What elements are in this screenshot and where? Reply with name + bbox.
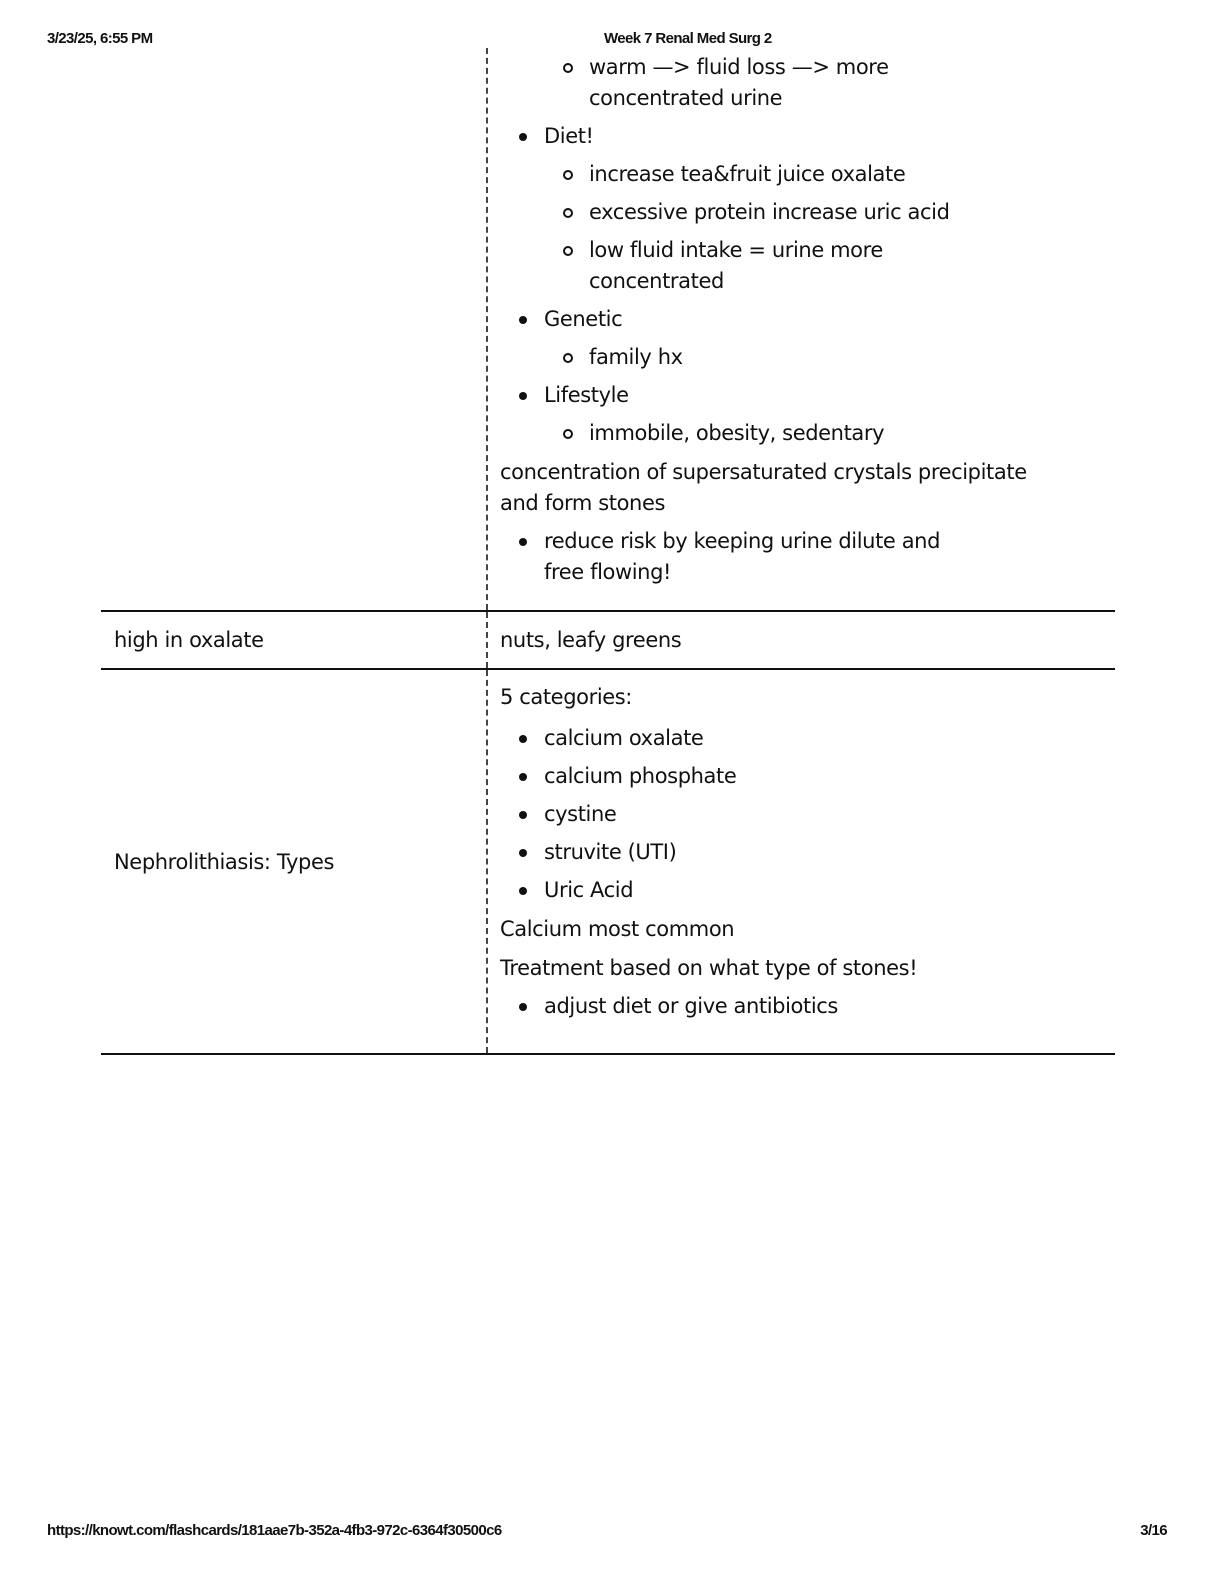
flashcard-row bbox=[101, 610, 1115, 668]
definition-cell bbox=[488, 612, 1115, 668]
print-header bbox=[0, 30, 1224, 50]
sub-list bbox=[500, 418, 1115, 449]
flashcard-table bbox=[101, 48, 1115, 1055]
bullet-item bbox=[500, 380, 1115, 449]
definition-cell bbox=[488, 48, 1115, 610]
continued-sublist bbox=[500, 52, 1115, 114]
definition-note: Calcium most common bbox=[500, 917, 735, 941]
bullet-item bbox=[500, 304, 1115, 373]
bullet-item bbox=[500, 121, 1115, 297]
term-text: Nephrolithiasis: Types bbox=[114, 849, 335, 874]
bullet-label: Lifestyle bbox=[544, 383, 629, 407]
bullet-item: struvite (UTI) bbox=[500, 837, 1115, 868]
sub-bullet: immobile, obesity, sedentary bbox=[500, 418, 1115, 449]
print-title: Week 7 Renal Med Surg 2 bbox=[604, 30, 772, 47]
flashcard-row bbox=[101, 48, 1115, 610]
bullet-item: Uric Acid bbox=[500, 875, 1115, 906]
definition-cell bbox=[488, 670, 1115, 1053]
sub-bullet: low fluid intake = urine more concentrated bbox=[500, 235, 889, 297]
sub-bullet: increase tea&fruit juice oxalate bbox=[500, 159, 1115, 190]
bullet-item: reduce risk by keeping urine dilute and free flowing! bbox=[500, 526, 984, 588]
print-url: https://knowt.com/flashcards/181aae7b-352a-4fb3-972c-6364f30500c6 bbox=[47, 1522, 502, 1539]
print-timestamp: 3/23/25, 6:55 PM bbox=[47, 30, 153, 47]
bullet-item: calcium phosphate bbox=[500, 761, 1115, 792]
print-page-number: 3/16 bbox=[1140, 1522, 1167, 1539]
term-cell bbox=[101, 48, 488, 610]
bullet-item: adjust diet or give antibiotics bbox=[500, 991, 1115, 1022]
sub-list bbox=[500, 342, 1115, 373]
term-text: high in oxalate bbox=[114, 628, 264, 652]
definition-intro: 5 categories: bbox=[500, 685, 632, 709]
bullet-label: Genetic bbox=[544, 307, 623, 331]
bullet-list bbox=[500, 121, 1115, 449]
definition-note: Treatment based on what type of stones! bbox=[500, 956, 918, 980]
bullet-list bbox=[500, 991, 1115, 1022]
bullet-list bbox=[500, 723, 1115, 906]
print-footer bbox=[0, 1522, 1224, 1542]
bullet-label: Diet! bbox=[544, 124, 594, 148]
sub-list bbox=[500, 159, 1115, 297]
sub-bullet: warm —> fluid loss —> more concentrated urine bbox=[500, 52, 919, 114]
term-cell bbox=[101, 612, 488, 668]
bullet-item: calcium oxalate bbox=[500, 723, 1115, 754]
sub-bullet: family hx bbox=[500, 342, 1115, 373]
term-cell bbox=[101, 670, 488, 1053]
bullet-list bbox=[500, 526, 1115, 588]
bullet-item: cystine bbox=[500, 799, 1115, 830]
flashcard-row bbox=[101, 668, 1115, 1055]
sub-bullet: excessive protein increase uric acid bbox=[500, 197, 1115, 228]
definition-paragraph: concentration of supersaturated crystals precipitate and form stones bbox=[500, 460, 1027, 515]
definition-text: nuts, leafy greens bbox=[500, 628, 682, 652]
